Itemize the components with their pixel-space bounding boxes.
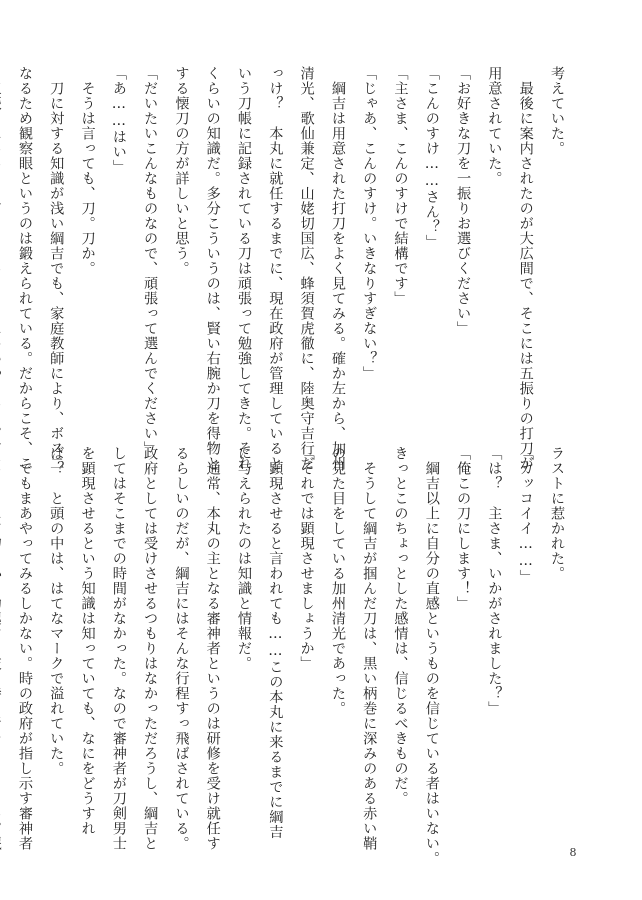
text-line: を顕現させるという知識は知っていても、なにをどうすれ [79, 446, 96, 836]
text-line: そうは言っても、刀。刀か。 [79, 66, 96, 276]
text-line: でもまあやってみるしかない。時の政府が指し示す審神者 [16, 446, 33, 851]
text-line: きっとこのちょっとした感情は、信じるべきものだ。 [392, 446, 409, 806]
text-line: るらしいのだが、綱吉にはそんな行程すっ飛ばされている。 [173, 446, 190, 851]
text-line: 「は？ 主さま、いかがされました？」 [486, 446, 503, 716]
text-line: 用意されていた。 [486, 66, 503, 186]
text-line: 「それでは顕現させましょうか」 [298, 446, 315, 671]
text-line: 通常、本丸の主となる審神者というのは研修を受け就任す [204, 446, 221, 851]
text-line [0, 66, 9, 401]
text-line: 清光、歌仙兼定、山姥切国広、蜂須賀虎徹に、陸奥守吉行だ [298, 66, 315, 471]
text-line: 政府としては受けさせるつもりはなかっただろうし、綱吉と [142, 446, 159, 851]
text-line: 「あ……はい」 [110, 66, 127, 175]
text-line: 刀に対する知識が浅い綱吉でも、家庭教師により、ボス二 [48, 66, 65, 471]
text-line: 「だいたいこんなものなので、頑張って選んでください」 [142, 66, 159, 456]
text-line: いう刀帳に記録されている刀は頑張って勉強してきた。それ [236, 66, 253, 471]
text-line: そうして綱吉が掴んだ刀は、黒い柄巻に深みのある赤い鞘 [361, 446, 378, 851]
text-line: ば？ と頭の中は、はてなマークで溢れていた。 [48, 446, 65, 776]
text-line: ラストに惹かれた。 [549, 446, 565, 581]
text-line: してはそこまでの時間がなかった。なので審神者が刀剣男士 [110, 446, 127, 851]
text-line: 綱吉は用意された打刀をよく見てみる。確か左から、加州 [329, 66, 346, 471]
text-line: 考えていた。 [549, 66, 565, 156]
text-line: 「主さま、こんのすけで結構です」 [392, 66, 409, 306]
text-column-top [16, 66, 572, 471]
text-line: に与えられたのは知識と情報だ。 [236, 446, 253, 671]
text-line: くらいの知識だ。多分こういうのは、賢い右腕か刀を得物と [204, 66, 221, 471]
text-line: の見た目をしている加州清光であった。 [329, 446, 346, 716]
text-column-bottom [16, 446, 572, 866]
text-line: 最後に案内されたのが大広間で、そこには五振りの打刀が [517, 66, 534, 471]
text-line: する懐刀の方が詳しいと思う。 [173, 66, 190, 276]
text-line: なるため観察眼というのは鍛えられている。だからこそ、こ [16, 66, 33, 471]
text-line: っけ？ 本丸に就任するまでに、現在政府が管理していると [267, 66, 284, 471]
text-line: 顕現させると言われても……この本丸に来るまでに綱吉 [267, 446, 284, 840]
text-line [0, 446, 9, 781]
text-line: 綱吉以上に自分の直感というものを信じている者はいない。 [423, 446, 440, 866]
text-line: 「こんのすけ……さん？」 [423, 66, 440, 250]
text-line: 「お好きな刀を一振りお選びください」 [455, 66, 472, 336]
text-line: 「俺この刀にします！」 [455, 446, 472, 611]
page-number: 8 [569, 846, 577, 859]
text-line: 「じゃあ、こんのすけ。いきなりすぎない？」 [361, 66, 378, 381]
text-line: 「カッコイイ……」 [517, 446, 534, 585]
